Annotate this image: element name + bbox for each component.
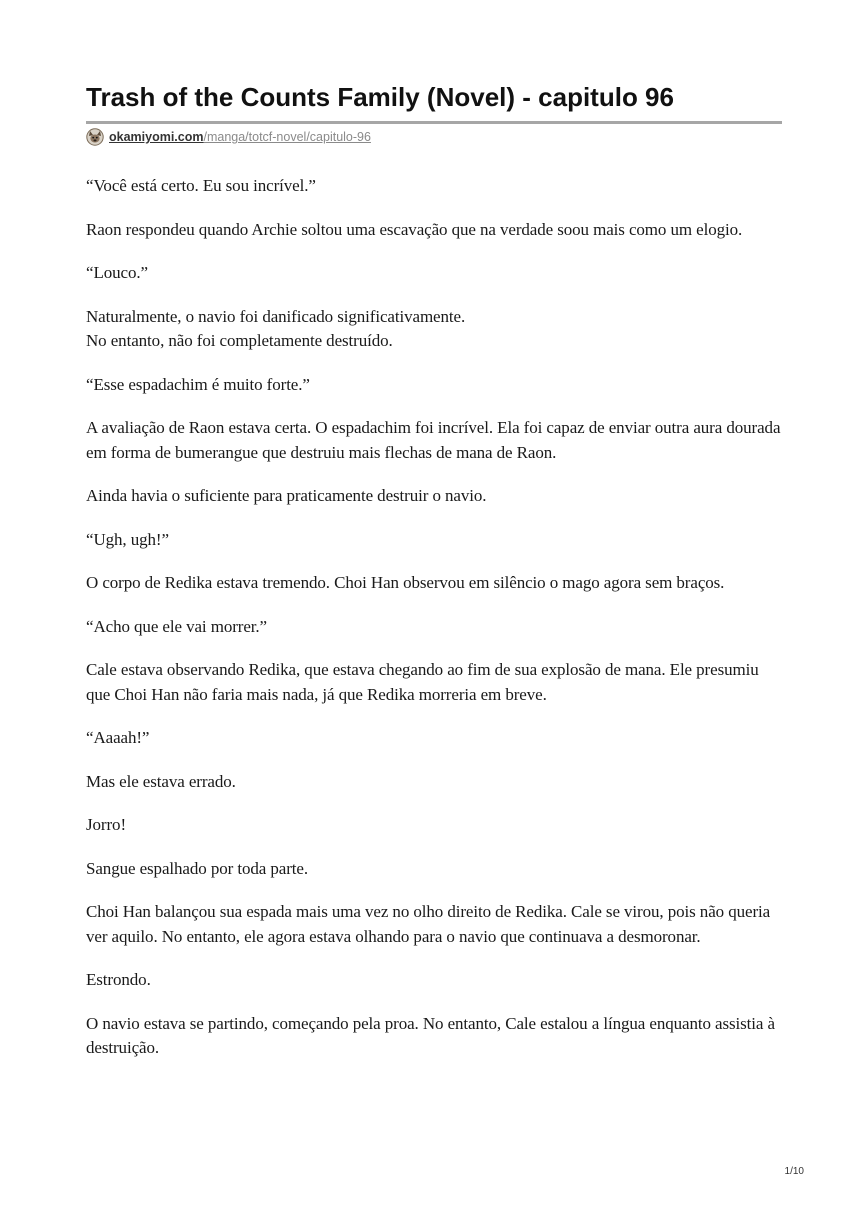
paragraph: Estrondo. — [86, 970, 151, 989]
paragraph: Sangue espalhado por toda parte. — [86, 858, 308, 878]
paragraph: “Louco.” — [86, 263, 148, 282]
paragraph: “Ugh, ugh!” — [86, 529, 169, 549]
source-link[interactable] — [86, 128, 371, 146]
paragraph: “Acho que ele vai morrer.” — [86, 616, 268, 636]
source-domain[interactable]: okamiyomi.com — [109, 130, 204, 144]
paragraph: “Aaaah!” — [86, 728, 150, 747]
paragraph: Jorro! — [86, 815, 126, 834]
wolf-logo-icon — [86, 128, 104, 146]
paragraph: “Esse espadachim é muito forte.” — [86, 374, 310, 394]
title-divider — [86, 121, 782, 124]
page-number: 1/10 — [784, 1166, 804, 1177]
paragraph: O corpo de Redika estava tremendo. Choi Han observou em silêncio o mago agora sem braços. — [86, 573, 725, 592]
paragraph: “Você está certo. Eu sou incrível.” — [86, 176, 316, 195]
paragraph — [86, 305, 786, 354]
paragraph-line: Naturalmente, o navio foi danificado significativamente. — [86, 306, 466, 326]
paragraph: A avaliação de Raon estava certa. O espadachim foi incrível. Ela foi capaz de enviar outra aura dourada em forma de bumerangue que destruiu mais flechas de mana de Raon. — [86, 418, 781, 462]
chapter-body — [86, 174, 786, 1080]
document-title: Trash of the Counts Family (Novel) - capitulo 96 — [86, 82, 674, 112]
paragraph: Raon respondeu quando Archie soltou uma escavação que na verdade soou mais como um elogio. — [86, 219, 743, 239]
paragraph: Ainda havia o suficiente para praticamente destruir o navio. — [86, 486, 487, 505]
paragraph: O navio estava se partindo, começando pela proa. No entanto, Cale estalou a língua enquanto assistia à destruição. — [86, 1013, 775, 1057]
source-path[interactable]: /manga/totcf-novel/capitulo-96 — [203, 130, 371, 144]
paragraph: Cale estava observando Redika, que estava chegando ao fim de sua explosão de mana. Ele presumiu que Choi Han não faria mais nada, já que Redika morreria em breve. — [86, 660, 759, 704]
paragraph-line: No entanto, não foi completamente destruído. — [86, 331, 393, 350]
paragraph: Choi Han balançou sua espada mais uma vez no olho direito de Redika. Cale se virou, pois não queria ver aquilo. No entanto, ele agora estava olhando para o navio que continuava a desmoronar. — [86, 902, 771, 946]
paragraph: Mas ele estava errado. — [86, 771, 236, 791]
